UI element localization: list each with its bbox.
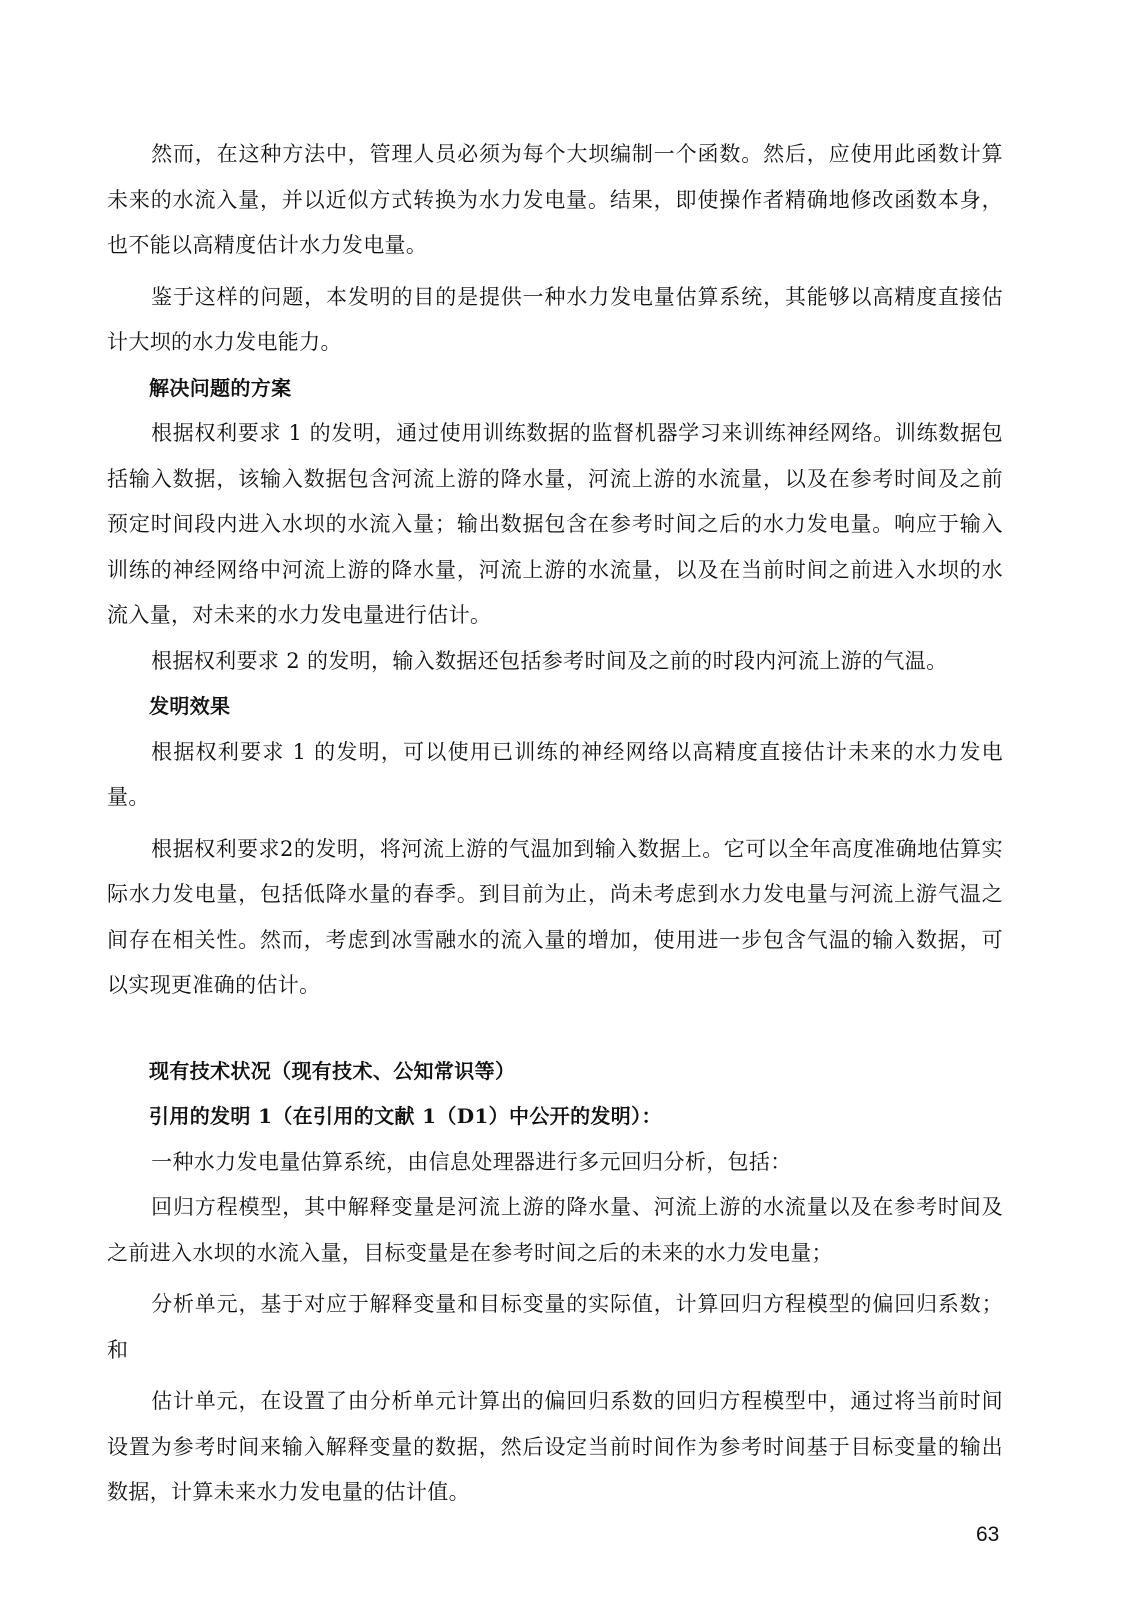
- paragraph-regression-model: 回归方程模型，其中解释变量是河流上游的降水量、河流上游的水流量以及在参考时间及之前进入水坝的水流入量，目标变量是在参考时间之后的未来的水力发电量；: [107, 1195, 1003, 1265]
- paragraph-analysis-unit: 分析单元，基于对应于解释变量和目标变量的实际值，计算回归方程模型的偏回归系数；和: [107, 1292, 1003, 1362]
- paragraph-effect-claim-2: 根据权利要求2的发明，将河流上游的气温加到输入数据上。它可以全年高度准确地估算实际水力发电量，包括低降水量的春季。到目前为止，尚未考虑到水力发电量与河流上游气温之间存在相关性。然而，考虑到冰雪融水的流入量的增加，使用进一步包含气温的输入数据，可以实现更准确的估计。: [107, 836, 1003, 997]
- spacer: [107, 1009, 1003, 1049]
- paragraph-claim-1: 根据权利要求 1 的发明，通过使用训练数据的监督机器学习来训练神经网络。训练数据包括输入数据，该输入数据包含河流上游的降水量，河流上游的水流量，以及在参考时间及之前预定时间段内进入水坝的水流入量；输出数据包含在参考时间之后的水力发电量。响应于输入训练的神经网络中河流上游的降水量，河流上游的水流量，以及在当前时间之前进入水坝的水流入量，对未来的水力发电量进行估计。: [107, 421, 1003, 627]
- paragraph-claim-2: 根据权利要求 2 的发明，输入数据还包括参考时间及之前的时段内河流上游的气温。: [151, 648, 948, 673]
- heading-prior-art: 现有技术状况（现有技术、公知常识等）: [149, 1058, 516, 1083]
- paragraph-cited-system: 一种水力发电量估算系统，由信息处理器进行多元回归分析，包括：: [151, 1149, 792, 1174]
- paragraph-estimation-unit: 估计单元，在设置了由分析单元计算出的偏回归系数的回归方程模型中，通过将当前时间设置为参考时间来输入解释变量的数据，然后设定当前时间作为参考时间基于目标变量的输出数据，计算未来水力发电量的估计值。: [107, 1389, 1003, 1504]
- document-body: [107, 132, 1003, 1516]
- heading-solution: 解决问题的方案: [149, 375, 292, 400]
- heading-effect: 发明效果: [149, 694, 231, 718]
- paragraph-method-drawback: 然而，在这种方法中，管理人员必须为每个大坝编制一个函数。然后，应使用此函数计算未来的水流入量，并以近似方式转换为水力发电量。结果，即使操作者精确地修改函数本身，也不能以高精度估计水力发电量。: [107, 142, 1003, 257]
- paragraph-object: 鉴于这样的问题，本发明的目的是提供一种水力发电量估算系统，其能够以高精度直接估计大坝的水力发电能力。: [107, 284, 1003, 354]
- heading-cited-invention: 引用的发明 1（在引用的文献 1（D1）中公开的发明）：: [149, 1104, 662, 1128]
- page-number: 63: [976, 1523, 1000, 1546]
- paragraph-effect-claim-1: 根据权利要求 1 的发明，可以使用已训练的神经网络以高精度直接估计未来的水力发电量。: [107, 739, 1003, 809]
